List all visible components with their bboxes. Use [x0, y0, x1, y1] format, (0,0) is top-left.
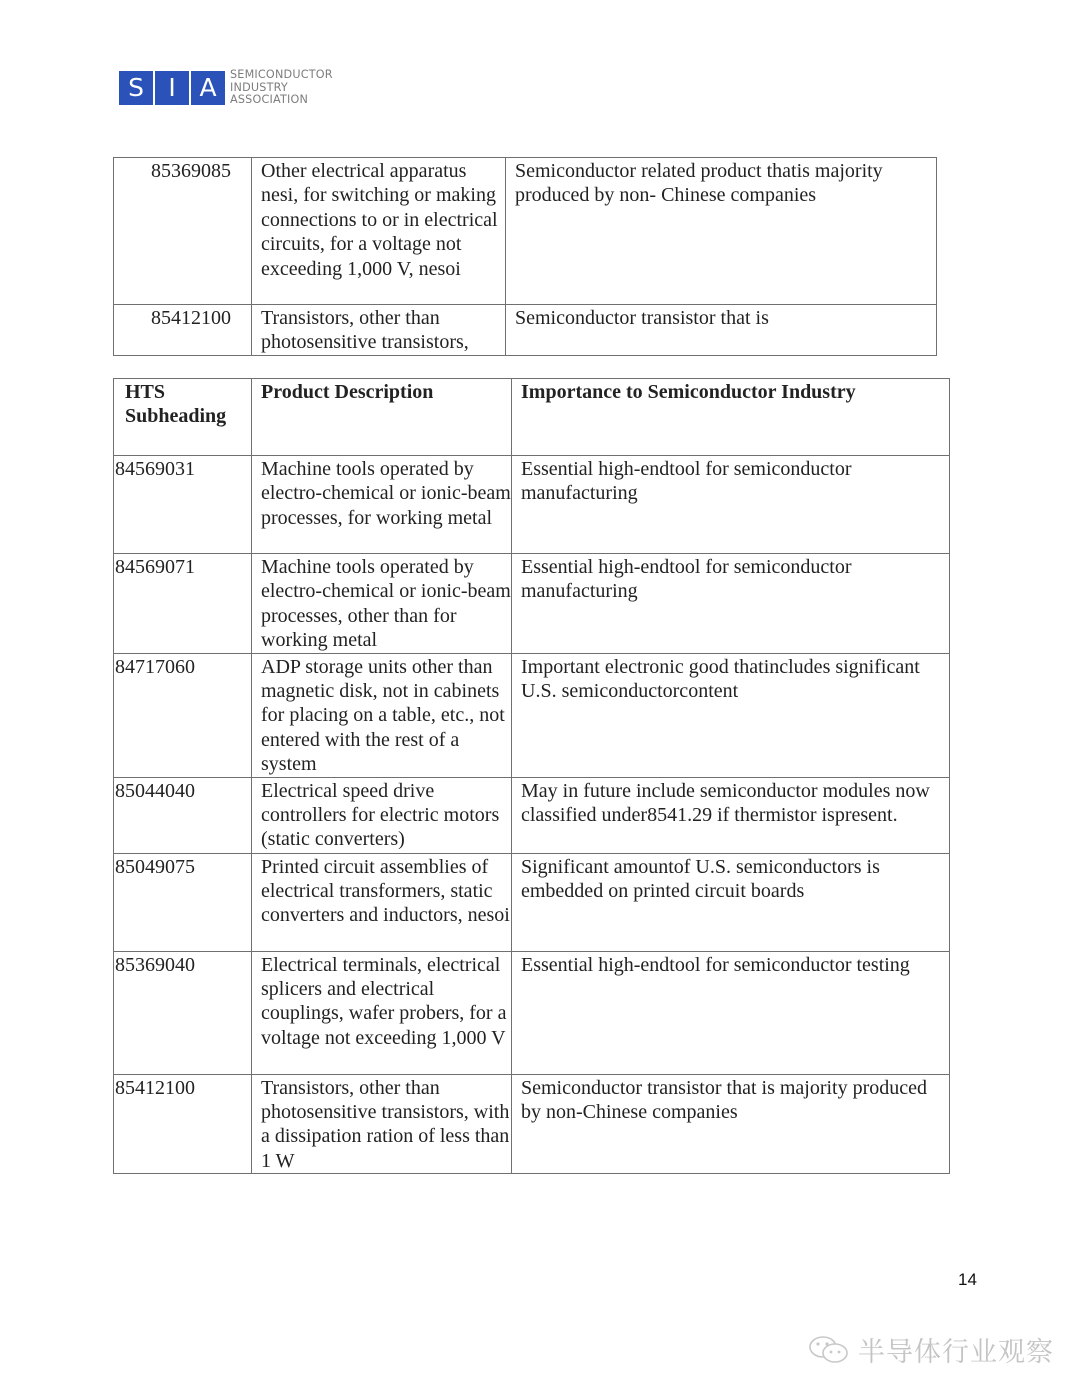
sia-logo	[119, 68, 333, 107]
logo-text-line: SEMICONDUCTOR	[230, 68, 333, 82]
header-text: HTS Subheading	[125, 381, 227, 428]
wechat-icon	[808, 1334, 850, 1366]
hts-code-cell: 85412100	[114, 1074, 252, 1174]
table-row	[114, 305, 937, 356]
importance-cell: Important electronic good thatincludes significant U.S. semiconductorcontent	[512, 653, 950, 777]
importance-cell: Essential high-endtool for semiconductor manufacturing	[512, 456, 950, 554]
logo-letter-s: S	[119, 71, 153, 105]
table-row	[114, 158, 937, 305]
table-row	[114, 456, 950, 554]
hts-code-cell: 85369085	[114, 158, 252, 305]
column-header-importance: Importance to Semiconductor Industry	[512, 379, 950, 456]
hts-code-cell: 85369040	[114, 951, 252, 1074]
description-cell: Printed circuit assemblies of electrical transformers, static converters and inductors, nesoi	[252, 853, 512, 951]
table-row	[114, 853, 950, 951]
logo-letter-a: A	[191, 71, 225, 105]
watermark	[808, 1330, 1054, 1369]
importance-cell: Essential high-endtool for semiconductor testing	[512, 951, 950, 1074]
table-row	[114, 554, 950, 654]
description-cell: Other electrical apparatus nesi, for switching or making connections to or in electrical circuits, for a voltage not exceeding 1,000 V, nesoi	[252, 158, 506, 305]
hts-code-cell: 85412100	[114, 305, 252, 356]
hts-code-cell: 84569031	[114, 456, 252, 554]
importance-cell: Semiconductor related product thatis majority produced by non- Chinese companies	[506, 158, 937, 305]
column-header-product-description: Product Description	[252, 379, 512, 456]
description-cell: Machine tools operated by electro-chemical or ionic-beam processes, other than for working metal	[252, 554, 512, 654]
table-row	[114, 951, 950, 1074]
continued-table	[113, 157, 937, 356]
watermark-text: 半导体行业观察	[858, 1337, 1054, 1368]
importance-cell: Essential high-endtool for semiconductor manufacturing	[512, 554, 950, 654]
importance-cell: Semiconductor transistor that is majority produced by non-Chinese companies	[512, 1074, 950, 1174]
page-number: 14	[958, 1270, 977, 1289]
hts-table	[113, 378, 950, 1174]
description-cell: Machine tools operated by electro-chemical or ionic-beam processes, for working metal	[252, 456, 512, 554]
description-cell: Electrical terminals, electrical splicers and electrical couplings, wafer probers, for a voltage not exceeding 1,000 V	[252, 951, 512, 1074]
description-cell: ADP storage units other than magnetic disk, not in cabinets for placing on a table, etc., not entered with the rest of a system	[252, 653, 512, 777]
hts-code-cell: 85044040	[114, 777, 252, 853]
table-row	[114, 653, 950, 777]
logo-text-line: INDUSTRY	[230, 80, 288, 94]
importance-cell: May in future include semiconductor modules now classified under8541.29 if thermistor ispresent.	[512, 777, 950, 853]
hts-code-cell: 84569071	[114, 554, 252, 654]
table-row	[114, 777, 950, 853]
table-header-row	[114, 379, 950, 456]
description-cell: Transistors, other than photosensitive transistors,	[252, 305, 506, 356]
hts-code-cell: 85049075	[114, 853, 252, 951]
description-cell: Electrical speed drive controllers for electric motors (static converters)	[252, 777, 512, 853]
logo-letter-i: I	[155, 71, 189, 105]
sia-logo-wordmark	[230, 69, 333, 107]
description-cell: Transistors, other than photosensitive transistors, with a dissipation ration of less than 1 W	[252, 1074, 512, 1174]
hts-code-cell: 84717060	[114, 653, 252, 777]
importance-cell: Semiconductor transistor that is	[506, 305, 937, 356]
sia-logo-mark	[119, 71, 225, 105]
column-header-hts-subheading	[114, 379, 252, 456]
importance-cell: Significant amountof U.S. semiconductors is embedded on printed circuit boards	[512, 853, 950, 951]
table-row	[114, 1074, 950, 1174]
logo-text-line: ASSOCIATION	[230, 93, 309, 107]
